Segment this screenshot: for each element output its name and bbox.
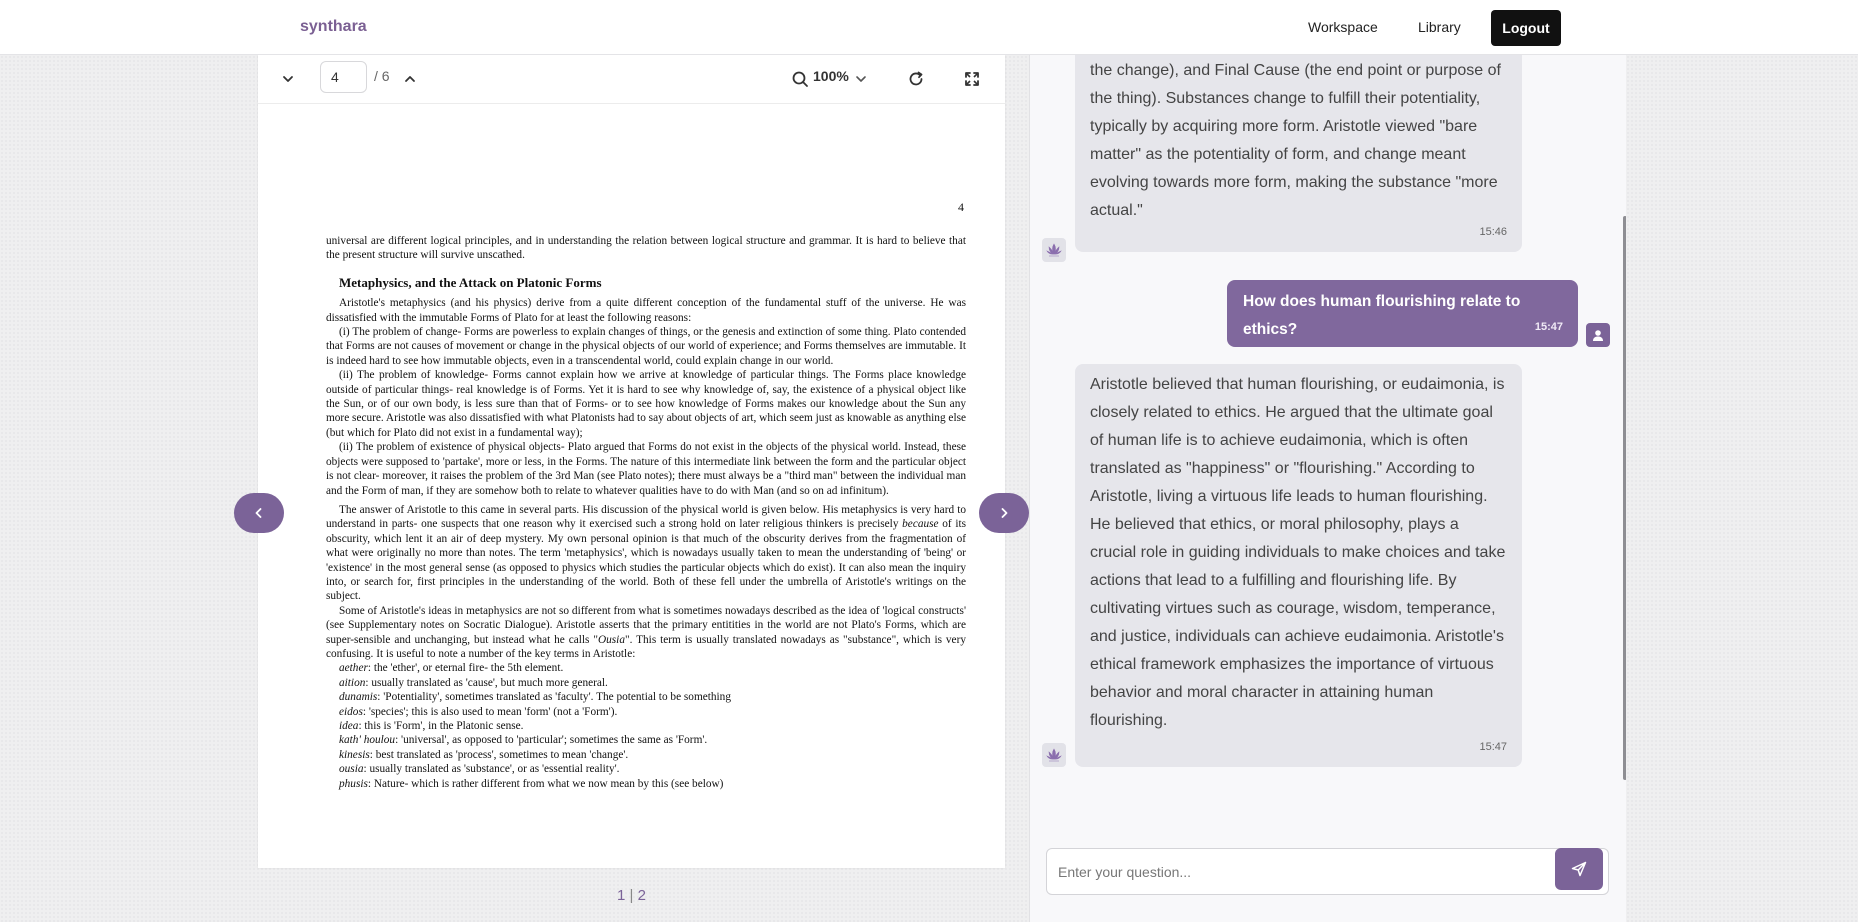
pdf-term-row: phusis: Nature- which is rather different from what we now mean by this (see below) bbox=[339, 777, 724, 790]
nav-workspace-link[interactable]: Workspace bbox=[1308, 19, 1378, 35]
chevron-down-icon[interactable] bbox=[851, 69, 871, 89]
pdf-paragraph: Some of Aristotle's ideas in metaphysics are not so different from what is sometimes nowadays described as the idea of 'logical constructs' (see Supplementary notes on Socratic Dialogue). Aristotle asserts that the primary entitities in the world are not Plato's Forms, which are super-sensible and unchanging, but instead what he calls "Ousia". This term is usually translated nowadays as "substance", which is very confusing. It is useful to note a number of the key terms in Aristotle: bbox=[326, 604, 966, 660]
assistant-message bbox=[1075, 364, 1522, 767]
search-icon[interactable] bbox=[790, 69, 810, 89]
logout-button[interactable]: Logout bbox=[1491, 10, 1561, 46]
refresh-icon[interactable] bbox=[906, 69, 926, 89]
pdf-text bbox=[326, 234, 966, 791]
background-margin bbox=[1626, 55, 1858, 922]
user-message bbox=[1227, 280, 1578, 347]
pdf-viewer bbox=[258, 55, 1005, 868]
pagination-separator: | bbox=[629, 887, 634, 904]
pdf-page-number: 4 bbox=[958, 200, 964, 214]
send-button[interactable] bbox=[1555, 848, 1603, 890]
chevron-down-icon[interactable] bbox=[278, 69, 298, 89]
pdf-term-row: eidos: 'species'; this is also used to mean 'form' (not a 'Form'). bbox=[339, 705, 618, 718]
lotus-icon bbox=[1042, 743, 1066, 767]
pdf-term-row: idea: this is 'Form', in the Platonic sense. bbox=[339, 720, 524, 732]
send-icon bbox=[1570, 860, 1588, 878]
message-text: the change), and Final Cause (the end point or purpose of the thing). Substances change to fulfill their potentiality, typically by acquiring more form. Aristotle viewed "bare matter" as the potentiality of form, and change meant evolving towards more form, making the substance "more actual." bbox=[1090, 62, 1501, 219]
document-pagination bbox=[617, 887, 646, 904]
pdf-paragraph: (ii) The problem of existence of physical objects- Plato argued that Forms do not exist in the objects of the physical world. Instead, these objects were supposed to 'partake', more or less, in the Forms. The nature of this intermediate link between the form and the particular object is not clear- moreover, it raises the problem of the 3rd Man (see Plato notes); there must always be a "third man" between the individual man and the Form of man, if they are somehow both to relate to whatever qualities have to do with Man (and so on ad infinitum). bbox=[326, 441, 966, 497]
question-input[interactable] bbox=[1058, 860, 1548, 884]
page-total-label: / 6 bbox=[374, 68, 390, 84]
pdf-section-heading: Metaphysics, and the Attack on Platonic Forms bbox=[339, 274, 602, 290]
pdf-toolbar bbox=[258, 55, 1005, 104]
pdf-paragraph: (i) The problem of change- Forms are powerless to explain changes of things, or the genesis and extinction of some thing. Plato contended that Forms are not causes of movement or change in the physical objects of our world of experience; and Forms themselves are immutable. It is indeed hard to see how immutable objects, even in a transcendental world, could explain change in our world. bbox=[326, 326, 966, 367]
message-time: 15:47 bbox=[1479, 741, 1507, 753]
message-time: 15:46 bbox=[1479, 226, 1507, 238]
lotus-icon bbox=[1042, 238, 1066, 262]
message-text: Aristotle believed that human flourishing, or eudaimonia, is closely related to ethics. He argued that the ultimate goal of human life is to achieve eudaimonia, which is often translated as "happiness" or "flourishing." According to Aristotle, living a virtuous life leads to human flourishing. He believed that ethics, or moral philosophy, plays a crucial role in guiding individuals to make choices and take actions that lead to a fulfilling and flourishing life. By cultivating virtues such as courage, wisdom, temperance, and justice, individuals can achieve eudaimonia. Aristotle's ethical framework emphasizes the importance of virtuous behavior and moral character in attaining human flourishing. bbox=[1090, 376, 1506, 729]
fullscreen-icon[interactable] bbox=[962, 69, 982, 89]
chat-input-box bbox=[1046, 848, 1609, 895]
pdf-term-row: kinesis: best translated as 'process', sometimes to mean 'change'. bbox=[339, 748, 629, 761]
zoom-level[interactable]: 100% bbox=[813, 68, 849, 84]
message-text: How does human flourishing relate to ethics? bbox=[1243, 293, 1521, 338]
document-page-1-link[interactable]: 1 bbox=[617, 887, 626, 904]
pdf-term-row: kath' houlou: 'universal', as opposed to 'particular'; sometimes the same as 'Form'. bbox=[339, 734, 708, 747]
pdf-paragraph: (ii) The problem of knowledge- Forms cannot explain how we arrive at knowledge of particular things. The Forms place knowledge outside of particular things- real knowledge is of Forms. Yet it is hard to see why knowledge of, say, the existence of a physical object like the Sun, or of our own body, is less sure than that of Forms- or to see how knowledge of Forms makes our knowledge about the Sun any more secure. Aristotle was also dissatisfied with what Platonists had to say about objects of art, which seem just as knowable as anything else (but which for Plato did not exist in a fundamental way); bbox=[326, 369, 966, 439]
nav-library-link[interactable]: Library bbox=[1418, 19, 1461, 35]
assistant-message bbox=[1075, 55, 1522, 252]
chevron-left-icon bbox=[252, 506, 266, 520]
pdf-term-row: dunamis: 'Potentiality', sometimes translated as 'faculty'. The potential to be something bbox=[339, 691, 731, 704]
chevron-right-icon bbox=[997, 506, 1011, 520]
document-pane bbox=[0, 55, 1029, 922]
brand-logo[interactable]: synthara bbox=[300, 18, 367, 35]
pdf-term-row: ousia: usually translated as 'substance', or as 'essential reality'. bbox=[339, 763, 620, 776]
pdf-term-row: aether: the 'ether', or eternal fire- the 5th element. bbox=[339, 662, 564, 675]
message-time: 15:47 bbox=[1534, 321, 1563, 333]
user-icon bbox=[1586, 323, 1610, 347]
pdf-page bbox=[258, 104, 1005, 868]
pdf-paragraph: Aristotle's metaphysics (and his physics) derive from a quite different conception of the fundamental stuff of the universe. He was dissatisfied with the immutable Forms of Plato for at least the following reasons: bbox=[326, 297, 966, 324]
top-navbar bbox=[0, 0, 1858, 55]
document-page-2-link[interactable]: 2 bbox=[637, 887, 646, 904]
pdf-paragraph: universal are different logical principles, and in understanding the relation between logical structure and grammar. It is hard to believe that the present structure will survive unscathed. bbox=[326, 235, 966, 262]
pdf-term-row: aition: usually translated as 'cause', but much more general. bbox=[339, 676, 608, 689]
previous-document-button[interactable] bbox=[234, 493, 284, 533]
chevron-up-icon[interactable] bbox=[400, 69, 420, 89]
page-number-input[interactable] bbox=[320, 61, 367, 93]
chat-messages[interactable] bbox=[1030, 55, 1627, 829]
chat-panel bbox=[1029, 55, 1626, 922]
next-document-button[interactable] bbox=[979, 493, 1029, 533]
pdf-paragraph: The answer of Aristotle to this came in several parts. His discussion of the physical world is given below. His metaphysics is very hard to understand in parts- one suspects that one reason why it exercised such a strong hold on later religious thinkers is precisely because of its obscurity, which lent it an air of deep mystery. My own personal opinion is that much of the obscurity derives from the fragmentation of what were originally no more than notes. The term 'metaphysics', which is nowadays usually taken to mean the understanding of 'being' or 'existence' in the most general sense (as opposed to physics which studies the particular objects which do exist). It can also mean the inquiry into, or search for, first principles in the understanding of the world. Both of these fell under the umbrella of Aristotle's writings on the subject. bbox=[326, 503, 966, 603]
